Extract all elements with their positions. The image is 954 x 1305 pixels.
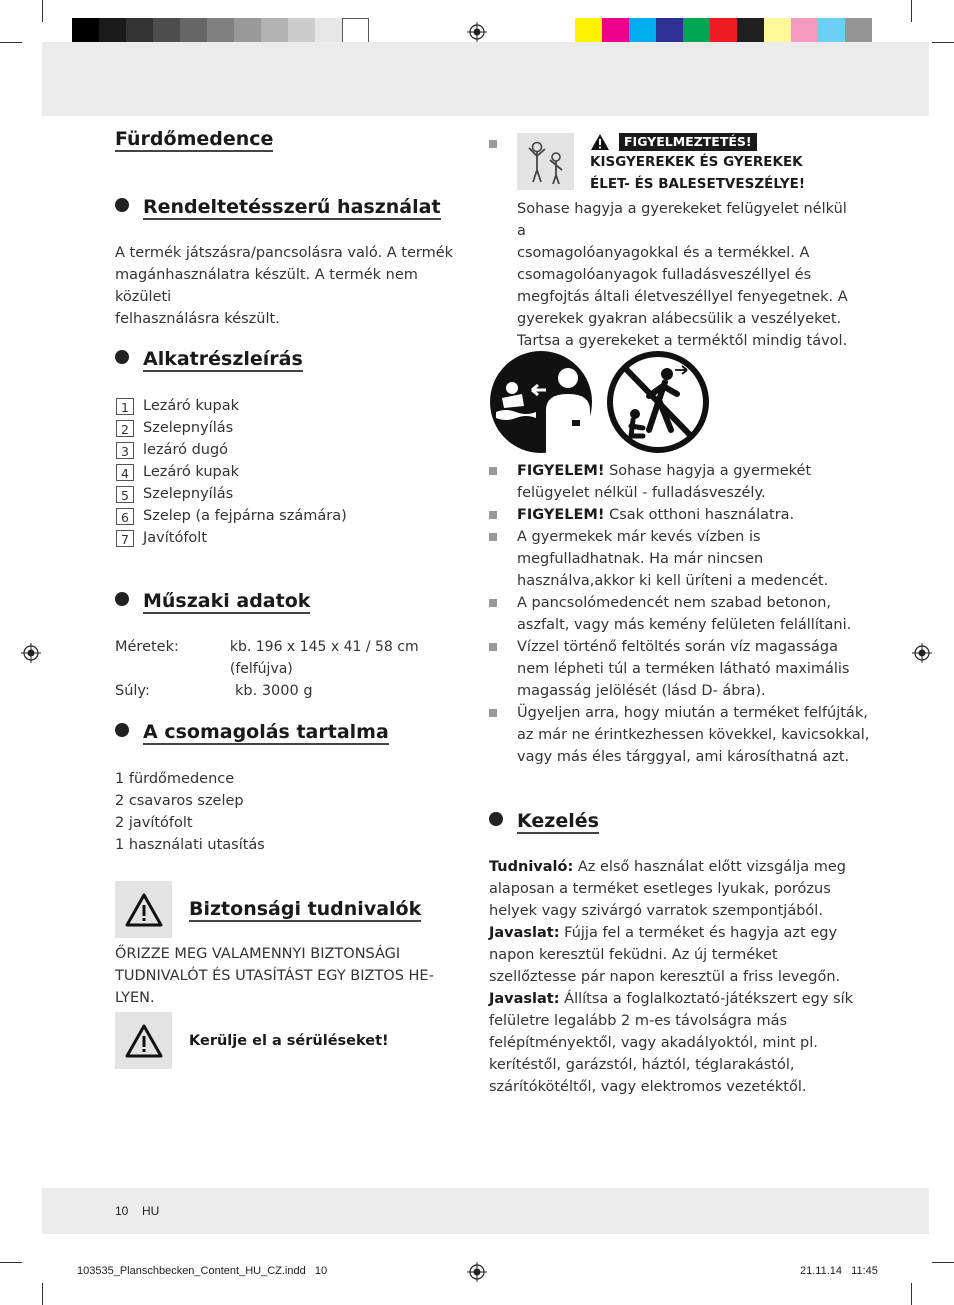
list-item [116,439,476,461]
handling-text-span: alaposan a terméket esetleges lyukak, porózus [489,881,831,897]
part-number: 7 [116,530,134,547]
intended-use-text: A termék játszásra/pancsolásra való. A termék magánhasználatra készült. A termék nem közületi felhasználásra készült. [115,245,454,327]
part-number: 2 [116,420,134,437]
bullet-text: nem lépheti túl a terméken látható maximális [517,661,850,677]
no-leaving-children-pictogram-icon [605,350,711,454]
list-item [489,636,854,702]
page-title: Fürdőmedence [115,128,274,150]
registration-mark-icon [21,643,41,663]
handling-text [489,856,854,1098]
footer-band [42,1188,929,1234]
bullet-text: Sohase hagyja a gyermekét [604,463,812,479]
part-label: Lezáró kupak [143,464,239,480]
bullet-square [489,599,497,607]
part-label: Javítófolt [143,530,208,546]
handling-line [489,1076,854,1098]
handling-line [489,944,854,966]
package-contents: 1 fürdőmedence 2 csavaros szelep 2 javítófolt 1 használati utasítás [115,771,265,853]
date-info: 21.11.14 11:45 [800,1265,878,1277]
registration-mark-icon [467,1262,487,1282]
bullet-text: A gyermekek már kevés vízben is [517,529,761,545]
bullet-text: magasság jelölését (lásd D- ábra). [517,683,766,699]
tech-data-table: Méretek: kb. 196 x 145 x 41 / 58 cm (felfújva) Súly: kb. 3000 g [115,639,419,699]
list-item [116,461,476,483]
part-number: 3 [116,442,134,459]
part-number: 4 [116,464,134,481]
safety-bullet-list [489,460,870,768]
handling-line [489,966,854,988]
handling-line [489,922,854,944]
section-heading-parts: Alkatrészleírás [115,347,303,371]
bullet-text: Csak otthoni használatra. [604,507,795,523]
handling-text-span: napon keresztül feküdni. Az új terméket [489,947,778,963]
bullet-text: Vízzel történő feltöltés során víz magassága [517,639,839,655]
bullet-square [489,140,497,148]
warning-triangle-icon [124,1023,164,1059]
page-number: 10 [115,1204,129,1218]
handling-text-span: felépítményektől, vagy akadályoktól, mint pl. [489,1035,818,1051]
list-item [489,460,854,504]
list-item [489,526,854,592]
safety-keep-instructions: ŐRIZZE MEG VALAMENNYI BIZTONSÁGI TUDNIVALÓT ÉS UTASÍTÁST EGY BIZTOS HE- LYEN. [115,946,434,1006]
child-warning-pictogram [517,133,574,190]
part-label: Lezáró kupak [143,398,239,414]
list-item [489,702,870,768]
warning-triangle-box [115,1012,172,1069]
handling-line [489,900,854,922]
child-hazard-icon [523,137,569,187]
handling-text-span: felületre legalább 2 m-es távolságra más [489,1013,788,1029]
handling-text-span: Állítsa a foglalkoztató-játékszert egy sík [559,991,854,1007]
section-heading-package: A csomagolás tartalma [115,720,389,744]
handling-line [489,988,854,1010]
handling-text-span: helyek vagy szivárgó varratok szempontjából. [489,903,823,919]
warning-triangle-icon [590,133,610,151]
handling-line [489,1054,854,1076]
bullet-square [489,533,497,541]
list-item [116,527,476,549]
handling-bold-label: Javaslat: [489,925,560,941]
handling-text-span: Fújja fel a terméket és hagyja azt egy [559,925,838,941]
handling-line [489,878,854,900]
bullet-text: aszfalt, vagy más kemény felületen felállítani. [517,617,852,633]
supervise-children-pictogram-icon [488,350,594,454]
bullet-text: használva,akkor ki kell üríteni a medencét. [517,573,829,589]
list-item [116,483,476,505]
bullet-text: felügyelet nélkül - fulladásveszély. [517,485,766,501]
child-warning-text: Sohase hagyja a gyerekeket felügyelet nélkül a csomagolóanyagokkal és a termékkel. A csomagolóanyagok fulladásveszéllyel és megfojtás általi életveszéllyel fenyegetnek. A gyerekek gyakran alábecsülik a veszélyeket. Tartsa a gyerekeket a terméktől mindig távol. [517,201,848,349]
list-item [116,395,476,417]
registration-mark-icon [912,643,932,663]
handling-text-span: szárítókötéltől, vagy elektromos vezetéktől. [489,1079,807,1095]
bullet-square [489,511,497,519]
bullet-bold-label: FIGYELEM! [517,463,605,479]
handling-line [489,1032,854,1054]
list-item [489,592,854,636]
bullet-text: megfulladhatnak. Ha már nincsen [517,551,764,567]
section-heading-intended-use: Rendeltetésszerű használat [115,195,441,219]
bullet-text: Ügyeljen arra, hogy miután a terméket felfújták, [517,705,868,721]
bullet-text: az már ne érintkezhessen kövekkel, kavicsokkal, [517,727,870,743]
bullet-square [489,643,497,651]
part-label: lezáró dugó [143,442,229,458]
part-number: 5 [116,486,134,503]
handling-text-span: kerítéstől, garázstól, háztól, téglarakástól, [489,1057,795,1073]
bullet-bold-label: FIGYELEM! [517,507,605,523]
parts-list [116,395,476,549]
list-item [489,504,854,526]
handling-bold-label: Tudnivaló: [489,859,574,875]
part-number: 6 [116,508,134,525]
warning-triangle-icon [124,892,164,928]
registration-mark-icon [467,22,487,42]
bullet-square [489,709,497,717]
section-heading-tech: Műszaki adatok [115,589,310,613]
handling-text-span: Az első használat előtt vizsgálja meg [573,859,846,875]
avoid-injuries-text: Kerülje el a sérüléseket! [189,1033,389,1049]
part-label: Szelepnyílás [143,420,234,436]
handling-line [489,1010,854,1032]
handling-line [489,856,854,878]
section-heading-safety: Biztonsági tudnivalók [189,898,422,920]
bullet-square [489,467,497,475]
part-label: Szelep (a fejpárna számára) [143,508,347,524]
list-item [116,505,476,527]
bullet-text: A pancsolómedencét nem szabad betonon, [517,595,831,611]
list-item [116,417,476,439]
file-info: 103535_Planschbecken_Content_HU_CZ.indd 10 [77,1265,328,1277]
child-warning-heading: FIGYELMEZTETÉS! KISGYEREKEK ÉS GYEREKEK ÉLET- ÉS BALESETVESZÉLYE! [590,134,805,192]
part-number: 1 [116,398,134,415]
warning-triangle-box [115,881,172,938]
handling-text-span: szellőztesse pár napon keresztül a friss levegőn. [489,969,841,985]
header-band [42,42,929,116]
bullet-text: vagy más éles tárggyal, ami károsíthatná azt. [517,749,850,765]
language-code: HU [142,1204,160,1218]
handling-bold-label: Javaslat: [489,991,560,1007]
part-label: Szelepnyílás [143,486,234,502]
section-heading-handling: Kezelés [489,809,599,833]
